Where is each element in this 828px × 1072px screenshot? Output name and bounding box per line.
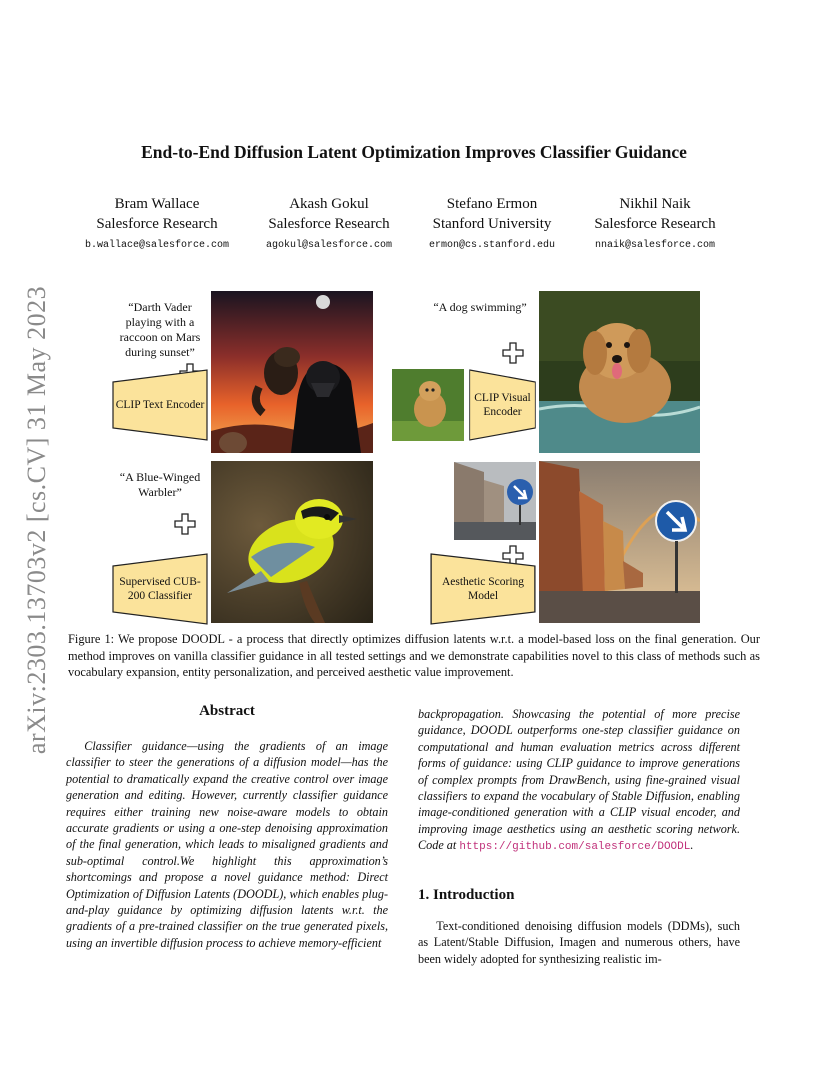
- code-link[interactable]: https://github.com/salesforce/DOODL: [459, 841, 691, 854]
- warbler-image: [211, 461, 373, 623]
- cub200-classifier: [112, 553, 208, 625]
- author-4: [570, 194, 740, 251]
- encoder-label: CLIP Text Encoder: [115, 398, 205, 411]
- dog-prompt: “A dog swimming”: [433, 300, 527, 314]
- encoder-label: Aesthetic Scoring Model: [441, 575, 525, 602]
- author-name: Bram Wallace: [114, 196, 200, 212]
- paper-title: End-to-End Diffusion Latent Optimization Improves Classifier Guidance: [141, 142, 687, 162]
- code-link-suffix: .: [690, 838, 694, 853]
- author-email[interactable]: ermon@cs.stanford.edu: [428, 240, 556, 251]
- abstract-text-left: Classifier guidance—using the gradients of an image classifier to steer the generations of a diffusion model—has the potential to dramatically expand the creative control over image generation and editing. However, currently classifier guidance requires either training new noise-aware models to obtain accurate gradients or using a one-step denoising approximation of the final generation, which leads to misaligned gradients and sub-optimal control.We highlight this approximation’s shortcomings and propose a novel guidance method: Direct Optimization of Diffusion Latents (DOODL), which enables plug-and-play guidance by optimizing diffusion latents w.r.t. the gradients of a pre-trained classifier on the true generated pixels, using an invertible diffusion process to achieve memory-efficient: [66, 739, 388, 950]
- aesthetic-scoring-model: [430, 553, 536, 625]
- reference-dog-image: [392, 369, 464, 441]
- author-1: [72, 194, 242, 251]
- plus-icon: [174, 513, 196, 535]
- warbler-prompt: “A Blue-Winged Warbler”: [119, 470, 201, 499]
- plus-icon: [502, 342, 524, 364]
- author-name: Stefano Ermon: [446, 196, 538, 212]
- author-affiliation: Salesforce Research: [96, 216, 218, 232]
- clip-visual-encoder: [469, 369, 536, 441]
- author-affiliation: Salesforce Research: [594, 216, 716, 232]
- clip-text-encoder: [112, 369, 208, 441]
- swimming-dog-image: [539, 291, 700, 453]
- author-3: [407, 194, 577, 251]
- author-affiliation: Stanford University: [432, 216, 552, 232]
- introduction-heading: 1. Introduction: [418, 887, 515, 903]
- author-name: Akash Gokul: [289, 196, 369, 212]
- abstract-text-right: [418, 706, 740, 856]
- vader-raccoon-image: [211, 291, 373, 453]
- author-email[interactable]: b.wallace@salesforce.com: [84, 240, 230, 251]
- encoder-label: Supervised CUB-200 Classifier: [119, 575, 201, 602]
- figure-caption: Figure 1: We propose DOODL - a process that directly optimizes diffusion latents w.r.t. a model-based loss on the final generation. Our method improves on vanilla classifier guidance in all tested settings and we demonstrate capabilities novel to this class of methods such as vocabulary expansion, entity personalization, and perceived aesthetic value improvement.: [68, 632, 760, 679]
- abstract-text-continued: backpropagation. Showcasing the potential of more precise guidance, DOODL outperforms one-step classifier guidance on computational and human evaluation metrics across different forms of guidance: using CLIP guidance to improve generations of complex prompts from DrawBench, using fine-grained visual classifiers to expand the vocabulary of Stable Diffusion, enabling image-conditioned generation with a CLIP visual encoder, and improving image aesthetics using an aesthetic scoring network. Code at: [418, 707, 740, 853]
- introduction-text: Text-conditioned denoising diffusion models (DDMs), such as Latent/Stable Diffusion, Imagen and numerous others, have been widely adopted for synthesizing realistic im-: [418, 919, 740, 966]
- author-email[interactable]: agokul@salesforce.com: [265, 240, 393, 251]
- aesthetic-street-image: [539, 461, 700, 623]
- arxiv-identifier: arXiv:2303.13703v2 [cs.CV] 31 May 2023: [22, 285, 51, 755]
- reference-street-image: [454, 462, 536, 540]
- author-affiliation: Salesforce Research: [268, 216, 390, 232]
- author-2: [244, 194, 414, 251]
- vader-prompt: “Darth Vader playing with a raccoon on Mars during sunset”: [119, 300, 201, 359]
- encoder-label: CLIP Visual Encoder: [474, 391, 531, 418]
- author-email[interactable]: nnaik@salesforce.com: [594, 240, 716, 251]
- abstract-heading: Abstract: [199, 703, 255, 719]
- author-name: Nikhil Naik: [619, 196, 691, 212]
